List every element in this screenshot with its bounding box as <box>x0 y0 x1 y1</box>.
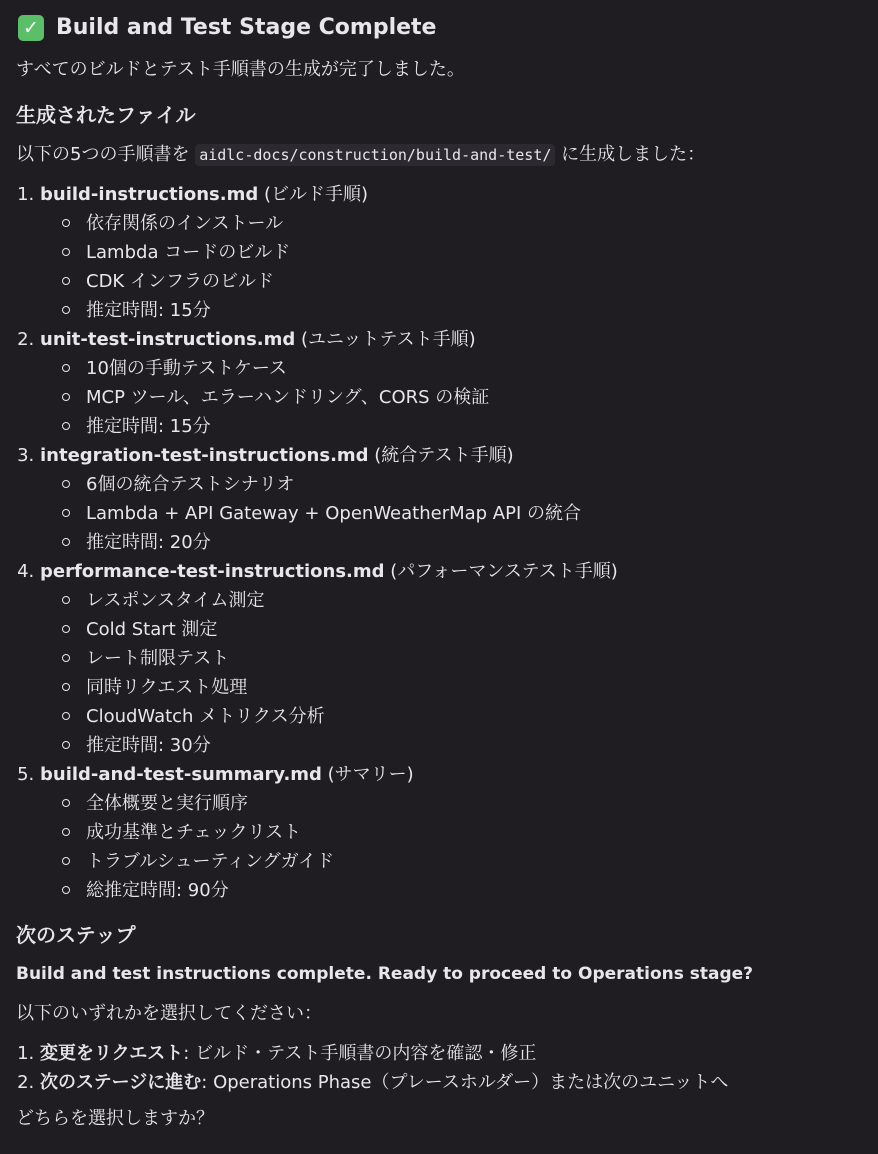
circle-bullet-icon <box>62 422 70 430</box>
circle-bullet-icon <box>62 712 70 720</box>
option-description: : Operations Phase（プレースホルダー）または次のユニットへ <box>201 1071 729 1093</box>
circle-bullet-icon <box>62 219 70 227</box>
file-detail-list <box>40 354 862 441</box>
file-detail-list <box>40 209 862 325</box>
stage-title <box>16 8 862 48</box>
file-detail-text: トラブルシューティングガイド <box>86 850 335 872</box>
file-detail-item <box>62 412 862 441</box>
circle-bullet-icon <box>62 741 70 749</box>
file-detail-item <box>62 673 862 702</box>
file-detail-text: CDK インフラのビルド <box>86 270 274 292</box>
file-detail-item <box>62 644 862 673</box>
file-detail-text: 推定時間: 20分 <box>86 531 211 553</box>
file-name: performance-test-instructions.md <box>40 560 385 582</box>
file-detail-list <box>40 789 862 905</box>
file-detail-text: MCP ツール、エラーハンドリング、CORS の検証 <box>86 386 490 408</box>
file-detail-text: レスポンスタイム測定 <box>86 589 265 611</box>
files-lead <box>16 141 862 170</box>
file-detail-item <box>62 876 862 905</box>
file-detail-item <box>62 296 862 325</box>
file-description: (パフォーマンステスト手順) <box>384 560 618 582</box>
proceed-question: Build and test instructions complete. Ready to proceed to Operations stage? <box>16 963 754 984</box>
file-detail-item <box>62 209 862 238</box>
file-detail-item <box>62 586 862 615</box>
file-item <box>40 180 862 325</box>
file-description: (サマリー) <box>321 763 414 785</box>
file-detail-item <box>62 818 862 847</box>
file-item <box>40 557 862 760</box>
file-detail-text: 10個の手動テストケース <box>86 357 287 379</box>
file-detail-item <box>62 847 862 876</box>
file-detail-text: Lambda + API Gateway + OpenWeatherMap API の統合 <box>86 502 582 524</box>
check-mark-button-icon: ✓ <box>18 15 44 41</box>
file-item <box>40 760 862 905</box>
option-item <box>40 1068 862 1097</box>
file-detail-text: 6個の統合テストシナリオ <box>86 473 295 495</box>
file-detail-item <box>62 702 862 731</box>
file-detail-text: 依存関係のインストール <box>86 212 284 234</box>
circle-bullet-icon <box>62 799 70 807</box>
file-name: build-instructions.md <box>40 183 259 205</box>
file-detail-text: Lambda コードのビルド <box>86 241 291 263</box>
file-detail-item <box>62 354 862 383</box>
circle-bullet-icon <box>62 248 70 256</box>
circle-bullet-icon <box>62 509 70 517</box>
file-name: integration-test-instructions.md <box>40 444 369 466</box>
file-detail-text: 推定時間: 15分 <box>86 299 211 321</box>
file-item <box>40 441 862 557</box>
file-detail-item <box>62 470 862 499</box>
file-list <box>16 180 862 905</box>
output-path: aidlc-docs/construction/build-and-test/ <box>195 144 555 166</box>
file-detail-text: 全体概要と実行順序 <box>86 792 248 814</box>
intro-text: すべてのビルドとテスト手順書の生成が完了しました。 <box>16 59 465 80</box>
file-detail-item <box>62 528 862 557</box>
file-detail-item <box>62 383 862 412</box>
file-description: (ユニットテスト手順) <box>295 328 476 350</box>
circle-bullet-icon <box>62 480 70 488</box>
circle-bullet-icon <box>62 683 70 691</box>
file-detail-item <box>62 615 862 644</box>
file-detail-text: 推定時間: 30分 <box>86 734 211 756</box>
file-detail-text: 同時リクエスト処理 <box>86 676 248 698</box>
circle-bullet-icon <box>62 306 70 314</box>
file-detail-text: 推定時間: 15分 <box>86 415 211 437</box>
file-description: (統合テスト手順) <box>368 444 514 466</box>
circle-bullet-icon <box>62 393 70 401</box>
circle-bullet-icon <box>62 828 70 836</box>
circle-bullet-icon <box>62 654 70 662</box>
file-name: unit-test-instructions.md <box>40 328 296 350</box>
generated-files-heading: 生成されたファイル <box>16 102 196 127</box>
file-name: build-and-test-summary.md <box>40 763 322 785</box>
file-detail-text: 総推定時間: 90分 <box>86 879 229 901</box>
file-detail-text: CloudWatch メトリクス分析 <box>86 705 325 727</box>
file-detail-item <box>62 789 862 818</box>
stage-title-text: Build and Test Stage Complete <box>56 15 437 40</box>
file-detail-text: レート制限テスト <box>86 647 230 669</box>
option-label: 変更をリクエスト <box>40 1042 184 1064</box>
file-item <box>40 325 862 441</box>
files-lead-before: 以下の5つの手順書を <box>16 143 196 165</box>
file-detail-list <box>40 470 862 557</box>
circle-bullet-icon <box>62 625 70 633</box>
closing-question: どちらを選択しますか？ <box>16 1107 214 1129</box>
file-detail-list <box>40 586 862 760</box>
next-steps-heading: 次のステップ <box>16 922 136 947</box>
option-description: : ビルド・テスト手順書の内容を確認・修正 <box>183 1042 537 1064</box>
circle-bullet-icon <box>62 857 70 865</box>
option-list <box>16 1039 862 1097</box>
file-detail-text: Cold Start 測定 <box>86 618 218 640</box>
circle-bullet-icon <box>62 364 70 372</box>
circle-bullet-icon <box>62 277 70 285</box>
circle-bullet-icon <box>62 596 70 604</box>
file-detail-item <box>62 238 862 267</box>
file-description: (ビルド手順) <box>258 183 368 205</box>
circle-bullet-icon <box>62 886 70 894</box>
circle-bullet-icon <box>62 538 70 546</box>
files-lead-after: に生成しました： <box>555 143 706 165</box>
option-item <box>40 1039 862 1068</box>
option-label: 次のステージに進む <box>40 1071 202 1093</box>
file-detail-item <box>62 499 862 528</box>
choose-prompt: 以下のいずれかを選択してください： <box>16 1002 322 1024</box>
file-detail-item <box>62 267 862 296</box>
file-detail-item <box>62 731 862 760</box>
file-detail-text: 成功基準とチェックリスト <box>86 821 302 843</box>
